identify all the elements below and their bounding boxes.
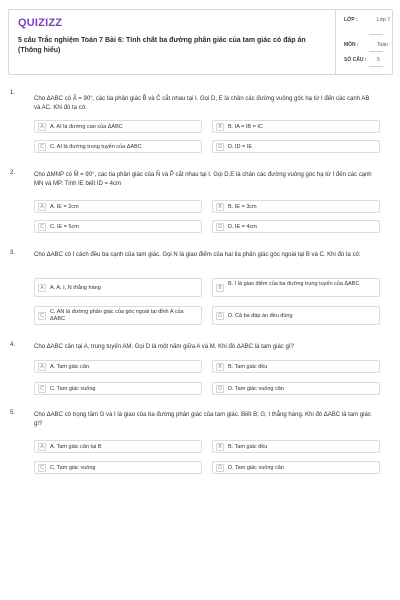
option-c[interactable] <box>34 140 202 153</box>
question-1 <box>10 90 390 160</box>
option-text: D. IE = 4cm <box>228 224 257 230</box>
option-d[interactable] <box>212 461 380 474</box>
option-text: C. Tam giác vuông <box>50 386 96 392</box>
option-letter: B <box>216 203 224 211</box>
option-text: A. IE = 2cm <box>50 204 79 210</box>
option-text: C. AI là đường trung tuyến của ΔABC <box>50 144 142 150</box>
meta-grade-label: LỚP : <box>344 17 358 23</box>
question-5 <box>10 410 390 480</box>
option-a[interactable] <box>34 200 202 213</box>
option-letter: A <box>38 363 46 371</box>
option-c[interactable] <box>34 461 202 474</box>
option-b[interactable] <box>212 360 380 373</box>
option-letter: A <box>38 203 46 211</box>
meta-count-value: 5 <box>377 57 380 63</box>
question-4 <box>10 342 390 402</box>
worksheet-title: 5 câu Trắc nghiệm Toán 7 Bài 6: Tính chất ba đường phân giác của tam giác có đáp án (Thông hiểu) <box>18 37 306 54</box>
option-b[interactable] <box>212 120 380 133</box>
option-a[interactable] <box>34 440 202 453</box>
option-letter: C <box>38 385 46 393</box>
meta-divider <box>369 66 383 67</box>
option-c[interactable] <box>34 382 202 395</box>
worksheet-header <box>8 9 393 75</box>
option-text: C. IE = 5cm <box>50 224 79 230</box>
option-c[interactable] <box>34 306 202 325</box>
option-letter: D <box>216 223 224 231</box>
question-text: Cho ΔABC có I cách đều ba cạnh của tam giác. Gọi N là giao điểm của hai tia phân giác góc ngoài tại B và C. Khi đó ta có: <box>34 252 361 258</box>
option-text: C. AN là đường phân giác của góc ngoài tại đỉnh A của ΔABC <box>50 309 184 322</box>
meta-subject-label: MÔN : <box>344 42 359 48</box>
option-text: D. Tam giác vuông cân <box>228 465 284 471</box>
meta-divider <box>369 34 383 35</box>
meta-count-label: SỐ CÂU : <box>344 57 367 63</box>
question-text: Cho ΔMNP có M̂ = 90°, các tia phân giác của N̂ và P̂ cắt nhau tại I. Gọi D,E là chân các đường vuông góc hạ từ I đến các cạnh MN và MP. Tính IE biết ID = 4cm <box>34 172 372 187</box>
option-b[interactable] <box>212 440 380 453</box>
option-letter: D <box>216 385 224 393</box>
option-b[interactable] <box>212 278 380 297</box>
option-d[interactable] <box>212 382 380 395</box>
option-letter: A <box>38 123 46 131</box>
option-text: B. IE = 3cm <box>228 204 257 210</box>
question-number: 2. <box>10 170 16 176</box>
option-a[interactable] <box>34 120 202 133</box>
question-number: 4. <box>10 342 16 348</box>
option-letter: C <box>38 143 46 151</box>
option-text: D. Tam giác vuông cân <box>228 386 284 392</box>
option-d[interactable] <box>212 220 380 233</box>
question-3 <box>10 250 390 332</box>
option-letter: B <box>216 284 224 292</box>
option-d[interactable] <box>212 140 380 153</box>
option-letter: A <box>38 443 46 451</box>
question-number: 5. <box>10 410 16 416</box>
quizizz-logo: QUIZIZZ <box>18 17 63 29</box>
option-letter: A <box>38 284 46 292</box>
option-text: A. A, I, N thẳng hàng <box>50 285 101 291</box>
option-letter: D <box>216 312 224 320</box>
question-text: Cho ΔABC có trọng tâm G và I là giao của ba đường phân giác của tam giác. Biết B; G; I thẳng hàng. Khi đó ΔABC là tam giác gì? <box>34 412 371 427</box>
meta-panel <box>335 10 393 74</box>
option-letter: B <box>216 443 224 451</box>
option-a[interactable] <box>34 278 202 297</box>
option-text: C. Tam giác vuông <box>50 465 96 471</box>
option-b[interactable] <box>212 200 380 213</box>
question-number: 3. <box>10 250 16 256</box>
option-letter: B <box>216 363 224 371</box>
option-letter: B <box>216 123 224 131</box>
option-text: A. Tam giác cân <box>50 364 90 370</box>
option-a[interactable] <box>34 360 202 373</box>
option-letter: C <box>38 223 46 231</box>
option-text: B. I là giao điểm của ba đường trung tuyến của ΔABC <box>228 281 360 287</box>
question-text: Cho ΔABC có Â = 90°, các tia phân giác B̂ và Ĉ cắt nhau tại I. Gọi D, E là chân các đường vuông góc hạ từ I đến các cạnh AB và AC. Khi đó ta có: <box>34 96 370 111</box>
question-number: 1. <box>10 90 16 96</box>
option-c[interactable] <box>34 220 202 233</box>
option-text: B. Tam giác đều <box>228 444 268 450</box>
option-text: D. ID = IE <box>228 144 252 150</box>
option-text: A. AI là đường cao của ΔABC <box>50 124 123 130</box>
option-letter: C <box>38 464 46 472</box>
option-letter: C <box>38 312 46 320</box>
option-text: A. Tam giác cân tại B <box>50 444 102 450</box>
meta-divider <box>369 51 383 52</box>
question-text: Cho ΔABC cân tại A, trung tuyến AM. Gọi D là một năm giữa A và M. Khi đó ΔABC là tam giác gì? <box>34 344 294 350</box>
option-text: B. Tam giác đều <box>228 364 268 370</box>
option-letter: D <box>216 464 224 472</box>
meta-subject-value: Toán <box>377 42 388 48</box>
meta-grade-value: Lớp 7 <box>377 17 391 23</box>
option-text: D. Cả ba đáp án đều đúng <box>228 313 293 319</box>
option-letter: D <box>216 143 224 151</box>
option-d[interactable] <box>212 306 380 325</box>
option-text: B. IA = IB = IC <box>228 124 263 130</box>
question-2 <box>10 170 390 240</box>
